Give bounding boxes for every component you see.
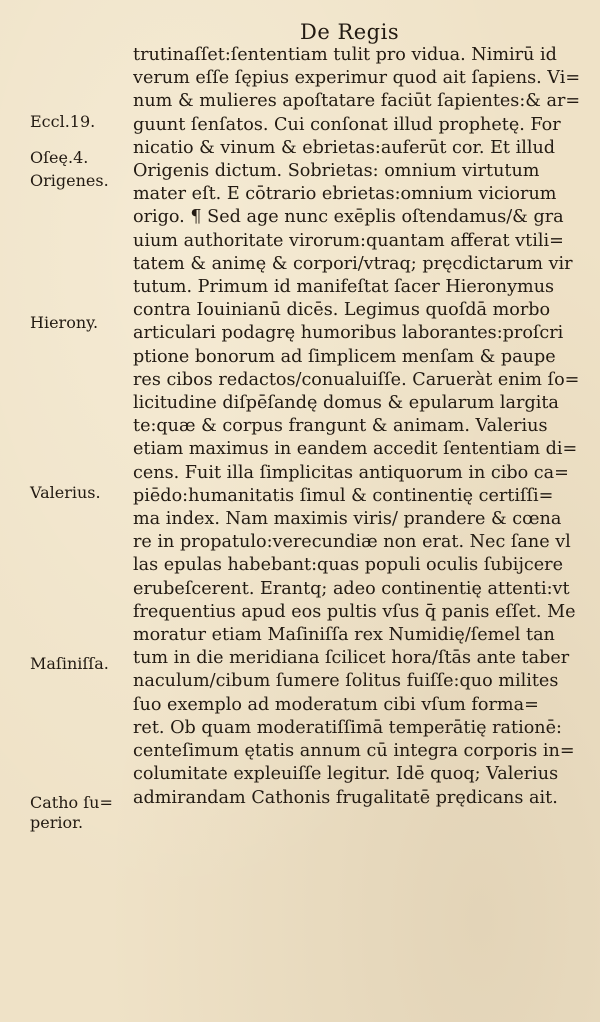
text-line: trutinaſſet:ſententiam tulit pro vidua. Nimirū id bbox=[133, 45, 557, 65]
margin-note-osee: Oſeę.4. bbox=[30, 148, 89, 167]
text-line: verum eſſe ſępius experimur quod ait ſapiens. Vi= bbox=[133, 68, 581, 89]
text-line: piēdo:humanitatis ſimul & continentię certiſſi= bbox=[133, 485, 554, 506]
text-line: num & mulieres apoſtatare faciūt ſapientes:& ar= bbox=[133, 91, 581, 112]
text-line: re in propatulo:verecundiæ non erat. Nec ſane vl bbox=[133, 532, 571, 553]
text-line: cens. Fuit illa ſimplicitas antiquorum in cibo ca= bbox=[133, 462, 569, 483]
text-line: tatem & animę & corpori/vtraq; pręcdictarum vir bbox=[133, 253, 573, 274]
margin-note-origenes: Origenes. bbox=[30, 171, 109, 190]
text-line: tutum. Primum id manifeſtat ſacer Hieronymus bbox=[133, 277, 555, 298]
text-line: Origenis dictum. Sobrietas: omnium virtutum bbox=[133, 161, 540, 182]
text-line: res cibos redactos/conualuiſſe. Carueràt enim ſo= bbox=[133, 369, 580, 390]
text-line: frequentius apud eos pultis vſus q̄ panis eſſet. Me bbox=[133, 601, 576, 622]
text-line: etiam maximus in eandem accedit ſententiam di= bbox=[133, 439, 578, 460]
text-line: articulari podagrę humoribus laborantes:proſcri bbox=[133, 323, 564, 344]
text-line: ret. Ob quam moderatiſſimā temperātię rationē: bbox=[133, 717, 562, 738]
text-line: tum in die meridiana ſcilicet hora/ſtās ante taber bbox=[133, 648, 570, 669]
text-line: moratur etiam Maſiniſſa rex Numidię/ſemel tan bbox=[133, 625, 555, 646]
text-line: columitate expleuiſſe legitur. Idē quoq; Valerius bbox=[133, 764, 559, 785]
text-line: ma index. Nam maximis viris/ prandere & cœna bbox=[133, 509, 562, 530]
text-line: admirandam Cathonis frugalitatē prędicans ait. bbox=[133, 787, 558, 808]
text-line: ſuo exemplo ad moderatum cibi vſum forma= bbox=[133, 694, 539, 715]
margin-note-catho-line-2: perior. bbox=[30, 813, 84, 832]
margin-note-hierony: Hierony. bbox=[30, 313, 99, 332]
text-line: centeſimum ętatis annum cū integra corporis in= bbox=[133, 741, 575, 762]
text-line: te:quæ & corpus frangunt & animam. Valerius bbox=[133, 416, 548, 437]
running-head: De Regis bbox=[300, 20, 400, 44]
text-line: mater eſt. E cōtrario ebrietas:omnium viciorum bbox=[133, 184, 557, 205]
text-line: naculum/cibum ſumere ſolitus fuiſſe:quo milites bbox=[133, 671, 559, 692]
text-line: las epulas habebant:quas populi oculis ſubijcere bbox=[133, 555, 563, 576]
text-line: ptione bonorum ad ſimplicem menſam & paupe bbox=[133, 346, 556, 367]
text-line: licitudine diſpēſandę domus & epularum largita bbox=[133, 393, 559, 414]
body-text bbox=[133, 44, 588, 810]
margin-note-masinissa: Maſiniſſa. bbox=[30, 654, 109, 673]
text-line: erubeſcerent. Erantq; adeo continentię attenti:vt bbox=[133, 578, 570, 599]
text-line: guunt ſenſatos. Cui conſonat illud prophetę. For bbox=[133, 114, 561, 135]
margin-note-eccl: Eccl.19. bbox=[30, 112, 96, 131]
margin-note-catho-line-1: Catho ſu= bbox=[30, 793, 113, 812]
text-line: origo. ¶ Sed age nunc exēplis oſtendamus/& gra bbox=[133, 207, 564, 228]
text-line: nicatio & vinum & ebrietas:auferūt cor. Et illud bbox=[133, 137, 556, 158]
text-line: uium authoritate virorum:quantam afferat vtili= bbox=[133, 230, 564, 251]
text-line: contra Iouinianū dicēs. Legimus quoſdā morbo bbox=[133, 300, 551, 321]
margin-note-valerius: Valerius. bbox=[30, 483, 101, 502]
margin-note-catho bbox=[30, 793, 113, 833]
